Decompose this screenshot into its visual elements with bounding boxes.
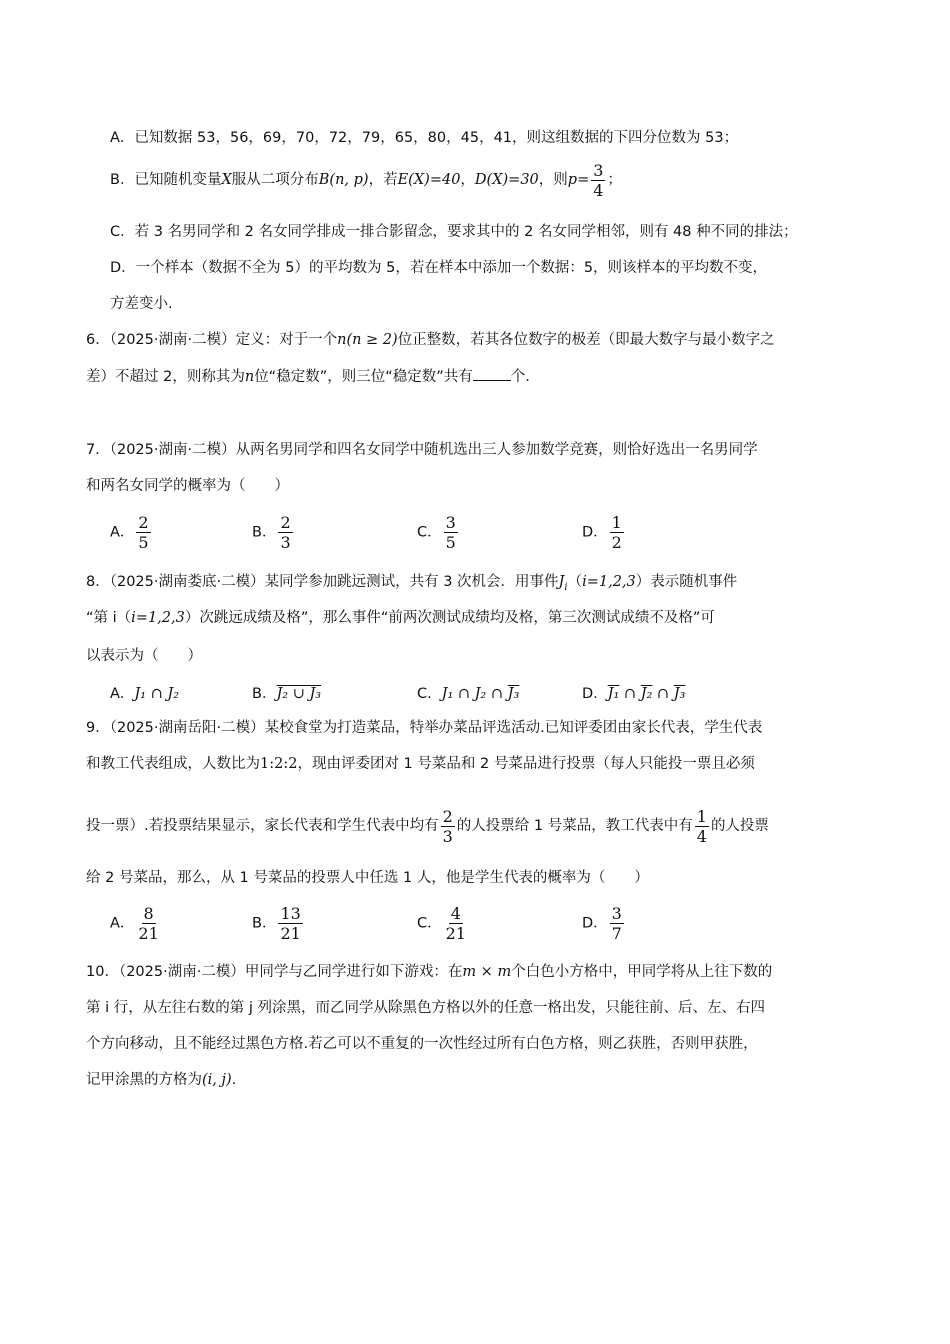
q6-condition: (n ≥ 2) — [346, 332, 398, 348]
q8-event-j: J — [558, 574, 565, 590]
q8-a-label: A． — [110, 686, 135, 702]
q7-c-den: 5 — [445, 533, 456, 552]
q9-a-den: 21 — [138, 924, 159, 943]
q10-line2: 第 i 行，从左往右数的第 j 列涂黑，而乙同学从除黑色方格以外的任意一格出发，只能往前、后、左、右四 — [86, 1000, 765, 1016]
q9-a-num: 8 — [143, 904, 154, 923]
q5-option-c: C．若 3 名男同学和 2 名女同学排成一排合影留念，要求其中的 2 名女同学相邻，则有 48 种不同的排法； — [110, 224, 798, 240]
q6-text: 6．（2025·湖南·二模）定义：对于一个 — [86, 332, 338, 348]
q8-condition2: i=1,2,3 — [131, 610, 185, 626]
q5-b-text: B．已知随机变量 — [110, 172, 222, 188]
q8-text4: ）次跳远成绩及格”，那么事件“前两次测试成绩均及格，第三次测试成绩不及格”可 — [184, 610, 715, 626]
q9-f1-num: 2 — [442, 806, 453, 826]
q9-b-num: 13 — [280, 904, 301, 923]
q10-line4 — [86, 1070, 236, 1090]
q8-option-c — [417, 682, 519, 703]
q5-b-den: 4 — [593, 180, 604, 200]
q10-cell: (i, j) — [202, 1072, 232, 1088]
q5-b-text3: ，若 — [368, 172, 398, 188]
q8-c-expr: J₁ ∩ J₂ ∩ — [441, 686, 508, 702]
q9-option-c — [417, 904, 470, 943]
q9-c-den: 21 — [445, 924, 466, 943]
q5-option-a: A．已知数据 53，56，69，70，72，79，65，80，45，41，则这组数据的下四分位数为 53； — [110, 130, 739, 146]
q9-text2: ，现由评委团对 1 号菜品和 2 号菜品进行投票（每人只能投一票且必须 — [297, 756, 755, 772]
q8-text2: ）表示随机事件 — [635, 574, 738, 590]
q8-a-expr: J₁ ∩ J₂ — [134, 686, 180, 702]
q9-c-fraction — [444, 904, 468, 943]
q10-line3: 个方向移动，且不能经过黑色方格.若乙可以不重复的一次性经过所有白色方格，则乙获胜，否则甲获胜， — [86, 1036, 758, 1052]
q7-b-den: 3 — [280, 533, 291, 552]
q8-d-cap1: ∩ — [619, 686, 641, 702]
q8-paren: （ — [567, 574, 583, 590]
q5-b-text2: 服从二项分布 — [231, 172, 319, 188]
q7-a-label: A． — [110, 524, 135, 541]
q7-line2: 和两名女同学的概率为（ ） — [86, 478, 289, 494]
q9-text: 和教工代表组成，人数比为 — [86, 756, 260, 772]
q8-c-complement: J₃ — [507, 686, 520, 702]
q9-d-den: 7 — [611, 924, 622, 943]
q9-a-fraction — [136, 904, 160, 943]
q7-option-c — [417, 513, 460, 552]
q10-line1 — [86, 962, 772, 982]
q8-option-d — [582, 682, 685, 703]
q6-text2: 位正整数，若其各位数字的极差（即最大数字与最小数字之 — [397, 332, 775, 348]
q9-b-label: B． — [252, 915, 277, 932]
q8-option-b — [252, 682, 321, 703]
q5-option-b — [110, 160, 622, 200]
q8-b-expr: J₂ ∪ J₃ — [276, 686, 322, 702]
q9-fraction-two-thirds — [441, 807, 455, 846]
q5-b-var: X — [221, 172, 232, 188]
q7-option-a — [110, 513, 153, 552]
q8-text3: “第 i（ — [86, 610, 132, 626]
q8-d-j3: J₃ — [673, 686, 686, 702]
q8-line2 — [86, 608, 715, 628]
q10-text2: 个白色小方格中，甲同学将从上往下数的 — [511, 964, 773, 980]
q9-ratio: 1:2:2 — [260, 756, 298, 772]
q6-n: n — [337, 332, 347, 348]
q8-option-a — [110, 682, 179, 703]
q7-d-fraction — [610, 513, 624, 552]
q9-b-den: 21 — [280, 924, 301, 943]
q5-b-expectation: E(X)=40 — [397, 172, 461, 188]
q9-c-label: C． — [417, 915, 442, 932]
q5-b-binom: B(n, p) — [318, 172, 369, 188]
q9-line1: 9．（2025·湖南岳阳·二模）某校食堂为打造菜品，特举办菜品评选活动.已知评委团由家长代表，学生代表 — [86, 720, 763, 736]
q8-line3: 以表示为（ ） — [86, 648, 202, 664]
q10-grid-size: m × m — [462, 964, 512, 980]
q7-b-fraction — [278, 513, 292, 552]
q5-b-p: p= — [567, 172, 590, 188]
q8-d-cap2: ∩ — [652, 686, 674, 702]
q8-b-label: B． — [252, 686, 277, 702]
q9-line3 — [86, 806, 769, 846]
q7-option-d — [582, 513, 626, 552]
q8-line1 — [86, 572, 737, 598]
q9-option-b — [252, 904, 305, 943]
q7-b-label: B． — [252, 524, 277, 541]
q7-a-den: 5 — [138, 533, 149, 552]
q5-option-d-line2: 方差变小. — [110, 296, 173, 312]
q8-d-label: D． — [582, 686, 608, 702]
q5-b-end: ； — [607, 172, 622, 188]
q8-d-j1: J₁ — [607, 686, 620, 702]
q9-text4: 的人投票给 1 号菜品，教工代表中有 — [456, 818, 693, 834]
q6-line2 — [86, 366, 530, 387]
q7-b-num: 2 — [280, 513, 291, 532]
q6-text5: 个. — [510, 369, 530, 385]
q10-text3: 记甲涂黑的方格为 — [86, 1072, 202, 1088]
q9-text5: 的人投票 — [710, 818, 769, 834]
q5-b-sep: ， — [460, 172, 475, 188]
q7-d-den: 2 — [611, 533, 622, 552]
q9-f1-den: 3 — [442, 826, 453, 846]
q5-b-variance: D(X)=30 — [474, 172, 539, 188]
q5-b-text4: ，则 — [538, 172, 568, 188]
q6-text3: 差）不超过 2，则称其为 — [86, 369, 245, 385]
q8-c-label: C． — [417, 686, 442, 702]
q6-answer-blank — [473, 366, 511, 381]
q9-line4: 给 2 号菜品，那么，从 1 号菜品的投票人中任选 1 人，他是学生代表的概率为（ ） — [86, 870, 649, 886]
q9-fraction-one-quarter — [695, 807, 709, 846]
q10-text: 10．（2025·湖南·二模）甲同学与乙同学进行如下游戏：在 — [86, 964, 463, 980]
q9-text3: 投一票）.若投票结果显示，家长代表和学生代表中均有 — [86, 818, 439, 834]
q7-d-label: D． — [582, 524, 608, 541]
q9-option-a — [110, 904, 163, 943]
q9-c-num: 4 — [450, 904, 461, 923]
q8-d-j2: J₂ — [640, 686, 653, 702]
q8-text: 8．（2025·湖南娄底·二模）某同学参加跳远测试，共有 3 次机会．用事件 — [86, 574, 559, 590]
q7-a-fraction — [136, 513, 150, 552]
q7-c-num: 3 — [445, 513, 456, 532]
q10-period: . — [231, 1072, 237, 1088]
q6-text4: 位“稳定数”，则三位“稳定数”共有 — [254, 369, 473, 385]
q8-condition: i=1,2,3 — [582, 574, 636, 590]
q7-c-label: C． — [417, 524, 442, 541]
q9-d-label: D． — [582, 915, 608, 932]
q7-line1: 7．（2025·湖南·二模）从两名男同学和四名女同学中随机选出三人参加数学竞赛，则恰好选出一名男同学 — [86, 442, 758, 458]
q9-a-label: A． — [110, 915, 135, 932]
q9-option-d — [582, 904, 626, 943]
q9-d-fraction — [610, 904, 624, 943]
q9-line2 — [86, 754, 755, 774]
q9-b-fraction — [278, 904, 302, 943]
q7-option-b — [252, 513, 295, 552]
q7-c-fraction — [444, 513, 458, 552]
q5-b-fraction — [591, 161, 605, 200]
q9-d-num: 3 — [611, 904, 622, 923]
q6-line1 — [86, 330, 775, 350]
q9-f2-num: 1 — [696, 806, 707, 826]
q7-a-num: 2 — [138, 513, 149, 532]
q7-d-num: 1 — [611, 513, 622, 532]
q5-b-num: 3 — [593, 160, 604, 180]
q6-n2: n — [244, 369, 255, 385]
q5-option-d-line1: D．一个样本（数据不全为 5）的平均数为 5，若在样本中添加一个数据：5，则该样本的平均数不变， — [110, 260, 768, 276]
q8-event-sub: i — [564, 581, 568, 593]
q9-f2-den: 4 — [696, 826, 707, 846]
